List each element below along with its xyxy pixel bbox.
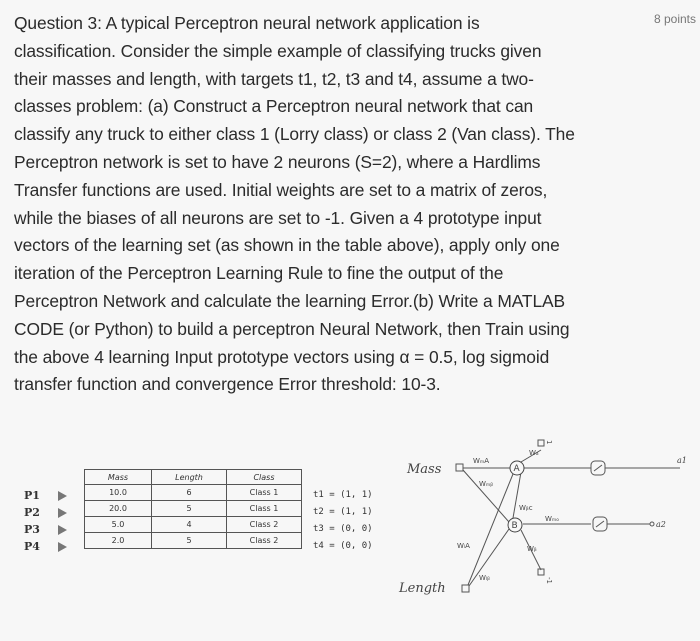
- edge-mass-b: [463, 470, 509, 522]
- mass-input-label: Mass: [407, 462, 442, 477]
- weight-label: Wₗᵦ: [479, 574, 490, 582]
- arrow-icon: [58, 508, 67, 518]
- prototype-p4: P4: [24, 538, 67, 555]
- cell-class: Class 2: [227, 517, 302, 533]
- neuron-a-label: A: [513, 464, 520, 474]
- cell-length: 6: [152, 485, 227, 501]
- prototype-p1: P1: [24, 487, 67, 504]
- cell-length: 4: [152, 517, 227, 533]
- weight-label: Wᵦ: [527, 545, 537, 553]
- target-t1: t1 = (1, 1): [313, 490, 373, 500]
- bias-node-a: [538, 440, 544, 446]
- cell-mass: 5.0: [85, 517, 152, 533]
- question-line: Perceptron network is set to have 2 neurons (S=2), where a Hardlims: [14, 151, 541, 172]
- question-text: [14, 10, 624, 399]
- question-line: Transfer functions are used. Initial weights are set to a matrix of zeros,: [14, 179, 548, 200]
- table-row: [85, 485, 302, 501]
- question-line: classes problem: (a) Construct a Perceptron neural network that can: [14, 96, 534, 117]
- question-line: CODE (or Python) to build a perceptron Neural Network, then Train using: [14, 318, 570, 339]
- network-diagram: [395, 430, 695, 605]
- weight-label: Wₘᵦ: [479, 480, 494, 488]
- neuron-b-label: B: [511, 521, 518, 531]
- out2-terminal: [650, 522, 654, 526]
- question-line: iteration of the Perceptron Learning Rule to fine the output of the: [14, 263, 504, 284]
- question-line: classify any truck to either class 1 (Lorry class) or class 2 (Van class). The: [14, 124, 575, 145]
- prototype-p3: P3: [24, 521, 67, 538]
- cell-class: Class 2: [227, 533, 302, 549]
- truck-table: [84, 469, 302, 549]
- cell-class: Class 1: [227, 501, 302, 517]
- cell-length: 5: [152, 533, 227, 549]
- target-t4: t4 = (0, 0): [313, 541, 373, 551]
- arrow-icon: [58, 525, 67, 535]
- question-line: their masses and length, with targets t1, t2, t3 and t4, assume a two-: [14, 68, 534, 89]
- question-line: Perceptron Network and calculate the learning Error.(b) Write a MATLAB: [14, 290, 566, 311]
- bias-b-label: -1: [545, 577, 553, 584]
- length-input-label: Length: [399, 581, 446, 596]
- question-line: Question 3: A typical Perceptron neural network application is: [14, 13, 480, 33]
- cell-mass: 2.0: [85, 533, 152, 549]
- question-line: while the biases of all neurons are set to -1. Given a 4 prototype input: [14, 207, 542, 228]
- weight-label: WₘA: [473, 457, 490, 465]
- cell-class: Class 1: [227, 485, 302, 501]
- points-label: 8 points: [653, 12, 696, 26]
- cell-length: 5: [152, 501, 227, 517]
- edge-length-a: [468, 474, 513, 585]
- length-input-node: [462, 585, 469, 592]
- target-t2: t2 = (1, 1): [313, 507, 373, 517]
- question-line: classification. Consider the simple example of classifying trucks given: [14, 40, 542, 61]
- target-list: [313, 487, 373, 555]
- mass-input-node: [456, 464, 463, 471]
- bias-a-label: 1: [545, 440, 553, 445]
- question-line: vectors of the learning set (as shown in the table above), apply only one: [14, 235, 560, 256]
- weight-label: Wₘₒ: [545, 515, 560, 523]
- weight-label: Wₐ: [529, 449, 539, 457]
- weight-label: Wᵦc: [519, 504, 533, 512]
- cell-mass: 10.0: [85, 485, 152, 501]
- weight-label: WₗA: [457, 542, 470, 550]
- table-header-row: [85, 470, 302, 485]
- table-row: [85, 501, 302, 517]
- header-length: Length: [152, 470, 227, 485]
- output-a1-label: a1: [677, 456, 687, 465]
- prototype-p2: P2: [24, 504, 67, 521]
- target-t3: t3 = (0, 0): [313, 524, 373, 534]
- output-a2-label: a2: [656, 520, 666, 529]
- table-row: [85, 517, 302, 533]
- arrow-icon: [58, 542, 67, 552]
- header-mass: Mass: [85, 470, 152, 485]
- prototype-labels: [24, 487, 67, 555]
- cell-mass: 20.0: [85, 501, 152, 517]
- header-class: Class: [227, 470, 302, 485]
- arrow-icon: [58, 491, 67, 501]
- table-row: [85, 533, 302, 549]
- question-line: the above 4 learning Input prototype vectors using α = 0.5, log sigmoid: [14, 346, 550, 367]
- question-line: transfer function and convergence Error threshold: 10-3.: [14, 374, 441, 395]
